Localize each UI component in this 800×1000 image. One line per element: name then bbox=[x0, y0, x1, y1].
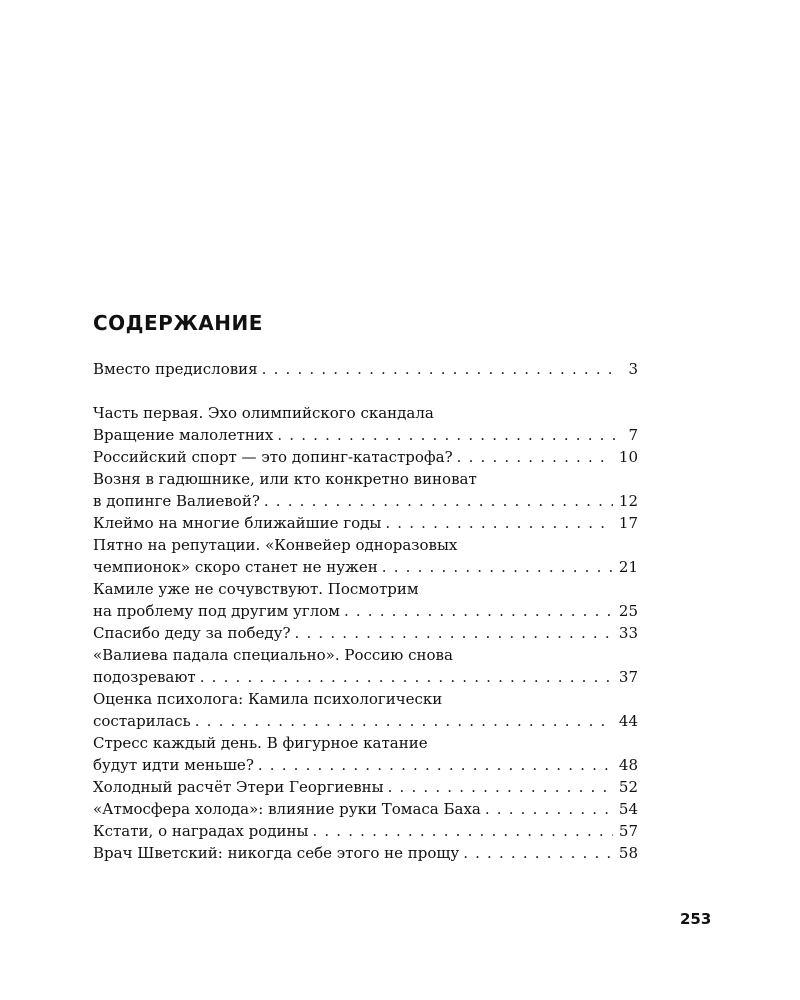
toc-entry-text: Вращение малолетних bbox=[93, 426, 274, 444]
toc-page-number: 33 bbox=[618, 624, 638, 642]
toc-entry-line bbox=[93, 468, 638, 490]
toc-page-number: 10 bbox=[618, 448, 638, 466]
toc-entry-text: будут идти меньше? bbox=[93, 756, 254, 774]
toc-entry-text: Кстати, о наградах родины bbox=[93, 822, 309, 840]
toc-entry-line bbox=[93, 446, 638, 468]
toc-entry-line bbox=[93, 556, 638, 578]
toc-entry-line bbox=[93, 600, 638, 622]
toc-leader-dots bbox=[200, 666, 613, 688]
toc-entry-text: Российский спорт — это допинг-катастрофа? bbox=[93, 448, 453, 466]
toc-entry-line bbox=[93, 490, 638, 512]
toc-entry-text: Часть первая. Эхо олимпийского скандала bbox=[93, 404, 434, 422]
toc-entry-text: подозревают bbox=[93, 668, 196, 686]
toc-entry-line bbox=[93, 754, 638, 776]
toc-leader-dots bbox=[264, 490, 613, 512]
toc-leader-dots bbox=[277, 424, 616, 446]
toc-part-heading bbox=[93, 402, 638, 424]
toc-page-number: 52 bbox=[618, 778, 638, 796]
toc-page-number: 44 bbox=[618, 712, 638, 730]
toc-leader-dots bbox=[312, 820, 612, 842]
toc-leader-dots bbox=[385, 512, 613, 534]
toc-entry-text: Пятно на репутации. «Конвейер одноразовых bbox=[93, 536, 458, 554]
toc-leader-dots bbox=[382, 556, 613, 578]
toc-entry-line bbox=[93, 710, 638, 732]
toc-entry-text: Стресс каждый день. В фигурное катание bbox=[93, 734, 428, 752]
toc-page-number: 12 bbox=[618, 492, 638, 510]
toc-leader-dots bbox=[295, 622, 613, 644]
toc-entry-text: Камиле уже не сочувствуют. Посмотрим bbox=[93, 580, 419, 598]
toc-entry-text: состарилась bbox=[93, 712, 191, 730]
toc-entry-text: Врач Шветский: никогда себе этого не прощу bbox=[93, 844, 460, 862]
toc-entry-line bbox=[93, 820, 638, 842]
toc-entry-line bbox=[93, 534, 638, 556]
toc-page-number: 54 bbox=[618, 800, 638, 818]
toc-leader-dots bbox=[195, 710, 613, 732]
toc-page-number: 3 bbox=[628, 360, 638, 378]
toc-entry-line bbox=[93, 512, 638, 534]
toc-entry-line bbox=[93, 666, 638, 688]
toc-entry-text: «Валиева падала специально». Россию снова bbox=[93, 646, 453, 664]
toc-entry-text: «Атмосфера холода»: влияние руки Томаса Баха bbox=[93, 800, 481, 818]
toc-page-number: 25 bbox=[618, 602, 638, 620]
table-of-contents bbox=[93, 358, 638, 864]
page-title: СОДЕРЖАНИЕ bbox=[93, 311, 263, 335]
toc-entry-line bbox=[93, 578, 638, 600]
toc-page-number: 57 bbox=[618, 822, 638, 840]
toc-page-number: 48 bbox=[618, 756, 638, 774]
toc-spacer bbox=[93, 380, 638, 402]
toc-entry-line bbox=[93, 644, 638, 666]
toc-page-number: 7 bbox=[628, 426, 638, 444]
toc-entry-line bbox=[93, 424, 638, 446]
page-number: 253 bbox=[680, 910, 712, 928]
toc-entry-line bbox=[93, 776, 638, 798]
toc-entry-line bbox=[93, 842, 638, 864]
toc-entry-line bbox=[93, 732, 638, 754]
toc-page-number: 21 bbox=[618, 558, 638, 576]
toc-page-number: 17 bbox=[618, 514, 638, 532]
toc-entry-line bbox=[93, 358, 638, 380]
toc-entry-line bbox=[93, 798, 638, 820]
toc-entry-text: Оценка психолога: Камила психологически bbox=[93, 690, 443, 708]
toc-entry-text: в допинге Валиевой? bbox=[93, 492, 260, 510]
toc-leader-dots bbox=[485, 798, 613, 820]
toc-entry-line bbox=[93, 688, 638, 710]
toc-entry-text: на проблему под другим углом bbox=[93, 602, 340, 620]
toc-leader-dots bbox=[258, 754, 613, 776]
toc-page-number: 37 bbox=[618, 668, 638, 686]
toc-leader-dots bbox=[457, 446, 613, 468]
toc-leader-dots bbox=[262, 358, 616, 380]
toc-leader-dots bbox=[388, 776, 613, 798]
toc-leader-dots bbox=[463, 842, 613, 864]
toc-entry-line bbox=[93, 622, 638, 644]
toc-entry-text: Спасибо деду за победу? bbox=[93, 624, 291, 642]
toc-entry-text: Клеймо на многие ближайшие годы bbox=[93, 514, 382, 532]
toc-entry-text: Возня в гадюшнике, или кто конкретно виноват bbox=[93, 470, 477, 488]
toc-entry-text: Холодный расчёт Этери Георгиевны bbox=[93, 778, 384, 796]
toc-page-number: 58 bbox=[618, 844, 638, 862]
toc-entry-text: Вместо предисловия bbox=[93, 360, 258, 378]
toc-leader-dots bbox=[344, 600, 613, 622]
toc-entry-text: чемпионок» скоро станет не нужен bbox=[93, 558, 378, 576]
